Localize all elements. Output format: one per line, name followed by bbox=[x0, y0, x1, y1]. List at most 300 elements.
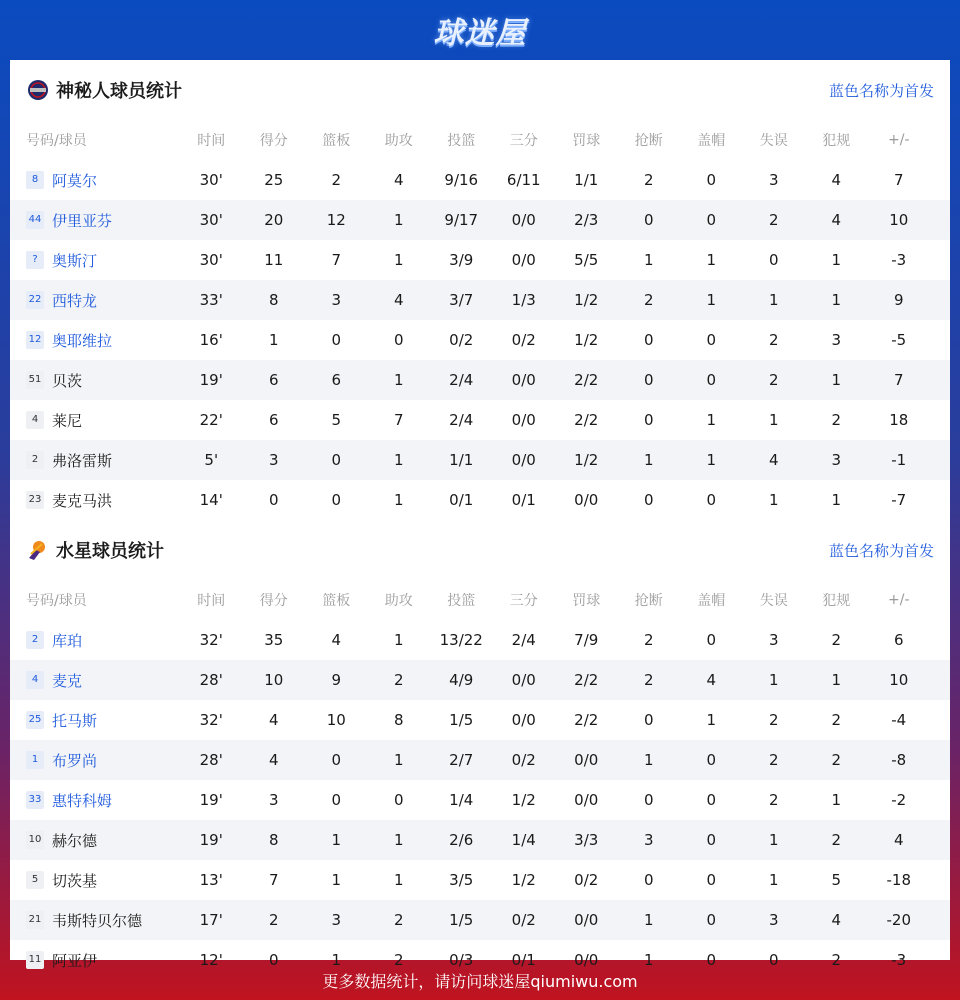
stat-cell: 1 bbox=[643, 911, 654, 929]
stat-cell: 12' bbox=[199, 951, 223, 969]
stat-cell: 0 bbox=[643, 211, 654, 229]
stat-cell: 1 bbox=[831, 371, 842, 389]
stat-cell: 1 bbox=[393, 251, 404, 269]
stat-cell: 2 bbox=[831, 751, 842, 769]
jersey-number: 1 bbox=[26, 751, 44, 769]
stat-cell: 10 bbox=[889, 211, 909, 229]
stat-cell: 2 bbox=[768, 711, 779, 729]
jersey-number: 8 bbox=[26, 171, 44, 189]
stat-cell: 5' bbox=[204, 451, 219, 469]
player-cell bbox=[10, 630, 180, 651]
team-title: 水星球员统计 bbox=[56, 541, 164, 562]
stat-cell: 2 bbox=[331, 171, 342, 189]
stat-cell: 0 bbox=[643, 371, 654, 389]
stat-cell: 3/3 bbox=[574, 831, 599, 849]
column-header: 三分 bbox=[509, 593, 538, 609]
stat-cell: 8 bbox=[268, 291, 279, 309]
player-name[interactable]: 赫尔德 bbox=[52, 831, 98, 850]
stat-cell: 1/2 bbox=[511, 791, 536, 809]
stat-cell: 3/7 bbox=[449, 291, 474, 309]
stat-cell: 1 bbox=[831, 491, 842, 509]
stat-cell: 0 bbox=[706, 491, 717, 509]
column-header: 犯规 bbox=[822, 593, 851, 609]
stat-cell: 1/4 bbox=[511, 831, 536, 849]
stat-cell: 4/9 bbox=[449, 671, 474, 689]
stat-cell: 1/2 bbox=[574, 451, 599, 469]
player-name[interactable]: 西特龙 bbox=[52, 291, 98, 310]
stat-cell: 2/4 bbox=[449, 411, 474, 429]
column-header: 助攻 bbox=[384, 133, 413, 149]
stat-cell: 2 bbox=[643, 171, 654, 189]
stat-cell: 5/5 bbox=[574, 251, 599, 269]
stat-cell: 8 bbox=[393, 711, 404, 729]
stat-cell: 20 bbox=[264, 211, 284, 229]
stat-cell: 17' bbox=[199, 911, 223, 929]
jersey-number: 51 bbox=[26, 371, 44, 389]
stat-cell: 0 bbox=[331, 331, 342, 349]
stat-cell: 13/22 bbox=[439, 631, 483, 649]
stat-cell: 4 bbox=[831, 911, 842, 929]
stat-cell: 1/2 bbox=[574, 291, 599, 309]
column-header: 投篮 bbox=[447, 593, 476, 609]
stat-cell: 9 bbox=[331, 671, 342, 689]
stat-cell: 4 bbox=[268, 751, 279, 769]
stat-cell: 0 bbox=[706, 831, 717, 849]
stat-cell: 3 bbox=[768, 631, 779, 649]
stat-cell: 2/2 bbox=[574, 671, 599, 689]
table-row bbox=[10, 900, 950, 940]
stat-cell: -8 bbox=[891, 751, 907, 769]
player-cell bbox=[10, 330, 180, 351]
player-name[interactable]: 奥耶维拉 bbox=[52, 331, 113, 350]
stat-cell: 0 bbox=[643, 791, 654, 809]
player-cell bbox=[10, 290, 180, 311]
stat-cell: 1 bbox=[768, 671, 779, 689]
stat-cell: 1 bbox=[706, 411, 717, 429]
stat-cell: 4 bbox=[706, 671, 717, 689]
stat-cell: 4 bbox=[831, 171, 842, 189]
stat-cell: 28' bbox=[199, 751, 223, 769]
stat-cell: 2 bbox=[643, 291, 654, 309]
stat-cell: 25 bbox=[264, 171, 284, 189]
stat-cell: 1 bbox=[768, 871, 779, 889]
table-row bbox=[10, 160, 950, 200]
table-row bbox=[10, 360, 950, 400]
stat-cell: 0 bbox=[706, 171, 717, 189]
column-header: 得分 bbox=[259, 133, 288, 149]
stat-cell: 1 bbox=[831, 251, 842, 269]
player-name[interactable]: 韦斯特贝尔德 bbox=[52, 911, 143, 930]
column-header: 抢断 bbox=[634, 133, 663, 149]
stat-cell: 1 bbox=[706, 711, 717, 729]
stat-cell: 3 bbox=[768, 911, 779, 929]
stat-cell: 1 bbox=[831, 791, 842, 809]
column-header: 失误 bbox=[759, 593, 788, 609]
stat-cell: 2/2 bbox=[574, 711, 599, 729]
stat-cell: -3 bbox=[891, 951, 907, 969]
mercury-logo-icon bbox=[26, 538, 50, 562]
stat-cell: 0/0 bbox=[574, 791, 599, 809]
stat-cell: 1 bbox=[831, 291, 842, 309]
column-header: 篮板 bbox=[322, 133, 351, 149]
stat-cell: 9/17 bbox=[444, 211, 479, 229]
stat-cell: 32' bbox=[199, 631, 223, 649]
mystics-logo-icon bbox=[26, 78, 50, 102]
stat-cell: 2 bbox=[393, 911, 404, 929]
column-header: 时间 bbox=[197, 133, 226, 149]
stat-cell: 0 bbox=[706, 951, 717, 969]
stat-cell: 0/2 bbox=[574, 871, 599, 889]
section-title-group bbox=[26, 537, 164, 563]
stat-cell: 2/6 bbox=[449, 831, 474, 849]
footer-text: 更多数据统计，请访问球迷屋qiumiwu.com bbox=[322, 971, 638, 991]
stat-cell: 6 bbox=[268, 411, 279, 429]
jersey-number: 23 bbox=[26, 491, 44, 509]
stat-cell: 1 bbox=[393, 631, 404, 649]
table-row bbox=[10, 200, 950, 240]
column-header: 篮板 bbox=[322, 593, 351, 609]
stat-cell: 2 bbox=[768, 371, 779, 389]
stat-cell: 2 bbox=[393, 671, 404, 689]
player-name[interactable]: 托马斯 bbox=[52, 711, 98, 730]
stat-cell: 2/2 bbox=[574, 371, 599, 389]
jersey-number: 2 bbox=[26, 451, 44, 469]
starter-legend: 蓝色名称为首发 bbox=[828, 81, 934, 100]
stat-cell: 30' bbox=[199, 211, 223, 229]
stat-cell: -7 bbox=[891, 491, 907, 509]
player-name[interactable]: 贝茨 bbox=[52, 371, 83, 390]
stat-cell: 0/0 bbox=[511, 371, 536, 389]
stat-cell: 0 bbox=[706, 791, 717, 809]
player-name[interactable]: 布罗尚 bbox=[52, 751, 98, 770]
stat-cell: -20 bbox=[886, 911, 911, 929]
stat-cell: 2/2 bbox=[574, 411, 599, 429]
stat-cell: 2 bbox=[831, 711, 842, 729]
jersey-number: 44 bbox=[26, 211, 44, 229]
stat-cell: 0/0 bbox=[511, 711, 536, 729]
brand-logo-text: 球迷屋 bbox=[433, 16, 527, 51]
team-title: 神秘人球员统计 bbox=[56, 81, 182, 102]
stat-cell: 32' bbox=[199, 711, 223, 729]
column-header: 失误 bbox=[759, 133, 788, 149]
stat-cell: 0/2 bbox=[449, 331, 474, 349]
stat-cell: 1 bbox=[643, 751, 654, 769]
stat-cell: 3 bbox=[268, 791, 279, 809]
stat-cell: 1/3 bbox=[511, 291, 536, 309]
stat-cell: 0/1 bbox=[449, 491, 474, 509]
player-name[interactable]: 阿亚伊 bbox=[52, 951, 98, 970]
stat-cell: 0 bbox=[331, 751, 342, 769]
stat-cell: 1 bbox=[268, 331, 279, 349]
column-header: 号码/球员 bbox=[26, 593, 87, 609]
stat-cell: -3 bbox=[891, 251, 907, 269]
stat-cell: 6 bbox=[268, 371, 279, 389]
stat-cell: 0/0 bbox=[511, 211, 536, 229]
stat-cell: 30' bbox=[199, 171, 223, 189]
stat-cell: 2 bbox=[393, 951, 404, 969]
stat-cell: 7 bbox=[893, 171, 904, 189]
stat-cell: 0/3 bbox=[449, 951, 474, 969]
stat-cell: 1/1 bbox=[574, 171, 599, 189]
stat-cell: 35 bbox=[264, 631, 284, 649]
column-header: +/- bbox=[888, 132, 910, 148]
stat-cell: 3 bbox=[831, 331, 842, 349]
section-title-group bbox=[26, 77, 182, 103]
stat-cell: 1 bbox=[393, 751, 404, 769]
jersey-number: ? bbox=[26, 251, 44, 269]
stat-cell: 0/1 bbox=[511, 491, 536, 509]
stat-cell: -5 bbox=[891, 331, 907, 349]
stat-cell: 1 bbox=[393, 211, 404, 229]
stat-cell: 0/0 bbox=[511, 411, 536, 429]
stat-cell: 19' bbox=[199, 371, 223, 389]
stat-cell: 0/2 bbox=[511, 751, 536, 769]
player-cell bbox=[10, 870, 180, 891]
stat-cell: 6 bbox=[331, 371, 342, 389]
stat-cell: 7/9 bbox=[574, 631, 599, 649]
stat-cell: 1/5 bbox=[449, 911, 474, 929]
stat-cell: 9 bbox=[893, 291, 904, 309]
player-name[interactable]: 弗洛雷斯 bbox=[52, 451, 113, 470]
column-header: 得分 bbox=[259, 593, 288, 609]
stat-cell: 4 bbox=[393, 171, 404, 189]
table-row bbox=[10, 240, 950, 280]
stat-cell: 6 bbox=[893, 631, 904, 649]
stat-cell: 4 bbox=[893, 831, 904, 849]
stat-cell: 0 bbox=[331, 791, 342, 809]
player-cell bbox=[10, 490, 180, 511]
player-cell bbox=[10, 750, 180, 771]
stat-cell: 2 bbox=[831, 831, 842, 849]
stat-cell: 2/4 bbox=[511, 631, 536, 649]
stat-cell: 2 bbox=[768, 791, 779, 809]
table-row bbox=[10, 740, 950, 780]
stat-cell: 10 bbox=[889, 671, 909, 689]
player-cell bbox=[10, 210, 180, 231]
stat-cell: 1 bbox=[706, 251, 717, 269]
stat-cell: 6/11 bbox=[506, 171, 541, 189]
stats-card bbox=[10, 60, 950, 970]
stat-cell: 4 bbox=[268, 711, 279, 729]
stat-cell: 16' bbox=[199, 331, 223, 349]
player-name[interactable]: 奥斯汀 bbox=[52, 251, 98, 270]
stat-cell: 1 bbox=[643, 251, 654, 269]
stat-cell: 1 bbox=[768, 411, 779, 429]
stat-cell: 1 bbox=[393, 831, 404, 849]
player-name[interactable]: 麦克 bbox=[52, 671, 83, 690]
stat-cell: -1 bbox=[891, 451, 907, 469]
table-row bbox=[10, 820, 950, 860]
stat-cell: 18 bbox=[889, 411, 909, 429]
stat-cell: 1 bbox=[643, 951, 654, 969]
player-cell bbox=[10, 250, 180, 271]
stat-cell: 1 bbox=[331, 951, 342, 969]
column-header: 三分 bbox=[509, 133, 538, 149]
column-header: 号码/球员 bbox=[26, 133, 87, 149]
stat-cell: 2 bbox=[831, 411, 842, 429]
stat-cell: 0/0 bbox=[574, 951, 599, 969]
stat-cell: 1 bbox=[706, 291, 717, 309]
section-header bbox=[10, 520, 950, 580]
stat-cell: 2/7 bbox=[449, 751, 474, 769]
column-header: +/- bbox=[888, 592, 910, 608]
column-header: 犯规 bbox=[822, 133, 851, 149]
brand-header bbox=[0, 0, 960, 60]
stat-cell: 3 bbox=[331, 291, 342, 309]
stat-cell: 10 bbox=[264, 671, 284, 689]
column-header: 盖帽 bbox=[697, 133, 726, 149]
stat-cell: 0/0 bbox=[511, 251, 536, 269]
stat-cell: 14' bbox=[199, 491, 223, 509]
stat-cell: 2 bbox=[643, 671, 654, 689]
stat-cell: 0 bbox=[643, 871, 654, 889]
stat-cell: 28' bbox=[199, 671, 223, 689]
stat-cell: 1 bbox=[393, 451, 404, 469]
jersey-number: 25 bbox=[26, 711, 44, 729]
player-name[interactable]: 阿莫尔 bbox=[52, 171, 98, 190]
stat-cell: 3/9 bbox=[449, 251, 474, 269]
table-row bbox=[10, 440, 950, 480]
stat-cell: 0/0 bbox=[574, 491, 599, 509]
table-row bbox=[10, 860, 950, 900]
column-header-row bbox=[10, 120, 950, 160]
stat-cell: 3 bbox=[331, 911, 342, 929]
stat-cell: 1/2 bbox=[574, 331, 599, 349]
table-row bbox=[10, 780, 950, 820]
player-cell bbox=[10, 830, 180, 851]
stat-cell: 0 bbox=[268, 951, 279, 969]
stat-cell: 1 bbox=[768, 491, 779, 509]
player-cell bbox=[10, 710, 180, 731]
stat-cell: 2 bbox=[768, 751, 779, 769]
player-cell bbox=[10, 370, 180, 391]
stat-cell: 0/0 bbox=[511, 671, 536, 689]
stat-cell: 1 bbox=[768, 831, 779, 849]
stat-cell: 0 bbox=[393, 791, 404, 809]
stat-cell: 5 bbox=[831, 871, 842, 889]
stat-cell: 3 bbox=[268, 451, 279, 469]
stat-cell: 0 bbox=[706, 911, 717, 929]
player-cell bbox=[10, 450, 180, 471]
player-cell bbox=[10, 670, 180, 691]
stat-cell: 1 bbox=[393, 491, 404, 509]
jersey-number: 21 bbox=[26, 911, 44, 929]
player-cell bbox=[10, 410, 180, 431]
stat-cell: 0 bbox=[268, 491, 279, 509]
stat-cell: 2 bbox=[268, 911, 279, 929]
stat-cell: 3 bbox=[768, 171, 779, 189]
table-row bbox=[10, 620, 950, 660]
stat-cell: 0 bbox=[643, 491, 654, 509]
stat-cell: 0 bbox=[706, 371, 717, 389]
stat-cell: -4 bbox=[891, 711, 907, 729]
column-header: 投篮 bbox=[447, 133, 476, 149]
stat-cell: 0 bbox=[706, 331, 717, 349]
stat-cell: 0 bbox=[643, 331, 654, 349]
stat-cell: 1 bbox=[831, 671, 842, 689]
player-name[interactable]: 库珀 bbox=[52, 631, 83, 650]
stat-cell: 3 bbox=[831, 451, 842, 469]
stat-cell: 2 bbox=[643, 631, 654, 649]
column-header-row bbox=[10, 580, 950, 620]
stat-cell: 2 bbox=[831, 631, 842, 649]
jersey-number: 22 bbox=[26, 291, 44, 309]
table-row bbox=[10, 280, 950, 320]
footer-banner bbox=[0, 960, 960, 1000]
stat-cell: 0 bbox=[706, 631, 717, 649]
table-row bbox=[10, 400, 950, 440]
column-header: 抢断 bbox=[634, 593, 663, 609]
jersey-number: 2 bbox=[26, 631, 44, 649]
stat-cell: 0/2 bbox=[511, 911, 536, 929]
player-name[interactable]: 麦克马洪 bbox=[52, 491, 113, 510]
stat-cell: 1 bbox=[643, 451, 654, 469]
stat-cell: 2 bbox=[768, 331, 779, 349]
jersey-number: 11 bbox=[26, 951, 44, 969]
table-row bbox=[10, 660, 950, 700]
stat-cell: 0 bbox=[643, 711, 654, 729]
stat-cell: 0/2 bbox=[511, 331, 536, 349]
stat-cell: 2 bbox=[768, 211, 779, 229]
team-section bbox=[10, 60, 950, 520]
stat-cell: 1/1 bbox=[449, 451, 474, 469]
stat-cell: 3/5 bbox=[449, 871, 474, 889]
player-name[interactable]: 伊里亚芬 bbox=[52, 211, 113, 230]
column-header: 罚球 bbox=[572, 133, 601, 149]
stat-cell: 3 bbox=[643, 831, 654, 849]
stat-cell: 1/5 bbox=[449, 711, 474, 729]
stat-cell: 7 bbox=[893, 371, 904, 389]
column-header: 罚球 bbox=[572, 593, 601, 609]
jersey-number: 4 bbox=[26, 411, 44, 429]
stat-cell: 30' bbox=[199, 251, 223, 269]
jersey-number: 12 bbox=[26, 331, 44, 349]
stat-cell: 1/4 bbox=[449, 791, 474, 809]
jersey-number: 33 bbox=[26, 791, 44, 809]
stat-cell: 8 bbox=[268, 831, 279, 849]
table-row bbox=[10, 480, 950, 520]
player-cell bbox=[10, 910, 180, 931]
player-name[interactable]: 切茨基 bbox=[52, 871, 98, 890]
table-row bbox=[10, 320, 950, 360]
stat-cell: -2 bbox=[891, 791, 907, 809]
stat-cell: 2 bbox=[831, 951, 842, 969]
team-section bbox=[10, 520, 950, 980]
stat-cell: 1 bbox=[393, 371, 404, 389]
jersey-number: 5 bbox=[26, 871, 44, 889]
stat-cell: 1 bbox=[706, 451, 717, 469]
stat-cell: 1 bbox=[768, 291, 779, 309]
column-header: 助攻 bbox=[384, 593, 413, 609]
player-name[interactable]: 惠特科姆 bbox=[52, 791, 113, 810]
stat-cell: 1/2 bbox=[511, 871, 536, 889]
stat-cell: 7 bbox=[268, 871, 279, 889]
stat-cell: 4 bbox=[393, 291, 404, 309]
stat-cell: 0/0 bbox=[574, 751, 599, 769]
stat-cell: -18 bbox=[886, 871, 911, 889]
stat-cell: 19' bbox=[199, 791, 223, 809]
stat-cell: 0 bbox=[706, 751, 717, 769]
player-cell bbox=[10, 790, 180, 811]
table-row bbox=[10, 700, 950, 740]
player-name[interactable]: 莱尼 bbox=[52, 411, 83, 430]
column-header: 盖帽 bbox=[697, 593, 726, 609]
stat-cell: 0/0 bbox=[511, 451, 536, 469]
stat-cell: 19' bbox=[199, 831, 223, 849]
starter-legend: 蓝色名称为首发 bbox=[828, 541, 934, 560]
jersey-number: 4 bbox=[26, 671, 44, 689]
stat-cell: 0 bbox=[643, 411, 654, 429]
